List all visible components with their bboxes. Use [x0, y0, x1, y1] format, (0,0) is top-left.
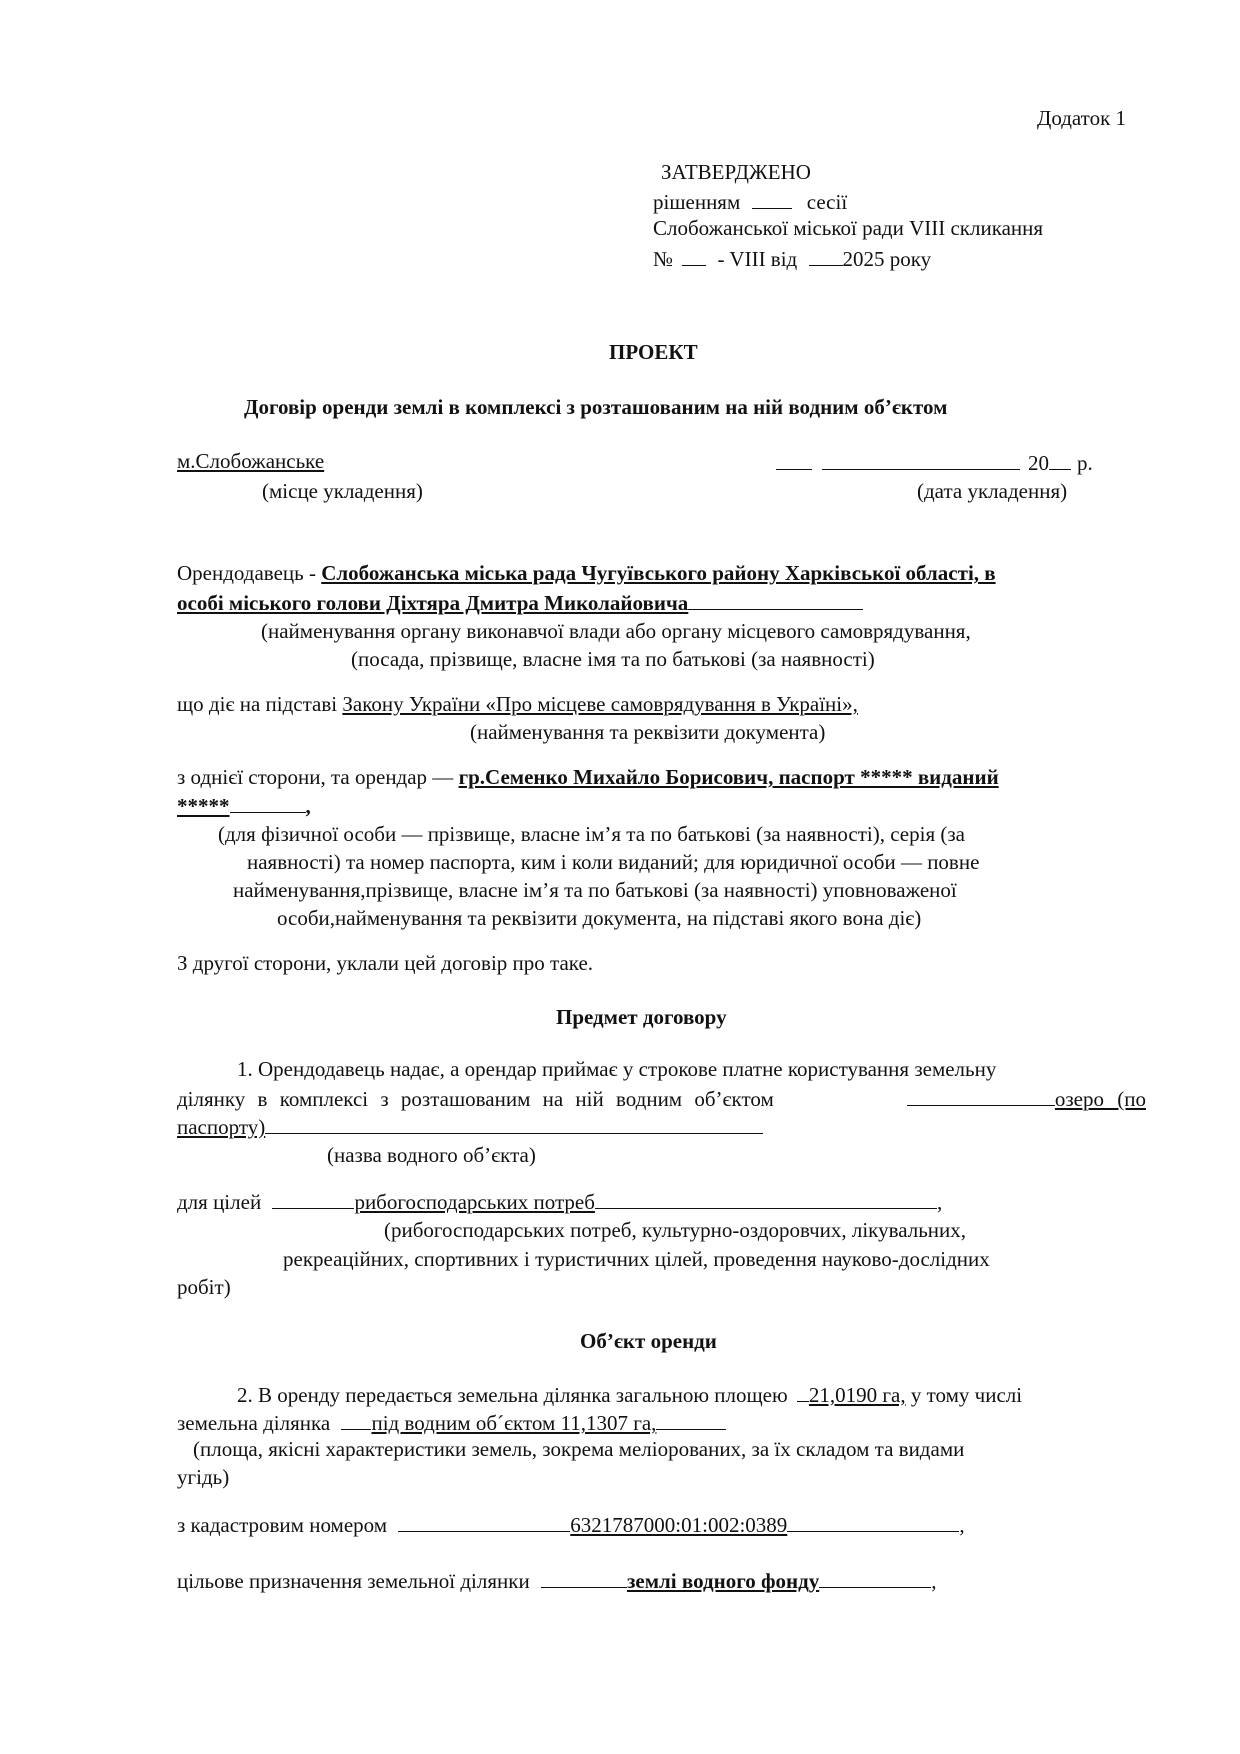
land-purpose-value: землі водного фонду — [626, 1569, 820, 1593]
object-line-1-text: 2. В оренду передається земельна ділянка загальною площею — [237, 1383, 788, 1407]
cadastral-lead-blank — [398, 1509, 570, 1532]
lessee-caption-3: найменування,прізвище, власне ім’я та по батькові (за наявності) уповноваженої — [233, 878, 957, 902]
place-value: м.Слобожанське — [177, 449, 325, 473]
date-day-blank — [776, 447, 812, 470]
lessor-caption-1: (найменування органу виконавчої влади або органу місцевого самоврядування, — [261, 619, 971, 643]
purpose-line — [177, 1186, 942, 1217]
lessee-line-1 — [177, 763, 999, 792]
lessee-label: з однієї сторони, та орендар — — [177, 765, 454, 789]
lessor-name-part2: особі міського голови Діхтяра Дмитра Миколайовича — [177, 591, 689, 615]
number-mid-text: - VIII від — [717, 247, 798, 271]
draft-label: ПРОЕКТ — [609, 340, 698, 364]
cadastral-line — [177, 1509, 965, 1540]
lessor-line-2 — [177, 587, 863, 618]
number-sign: № — [653, 247, 674, 271]
subject-paragraph-line-3 — [177, 1111, 763, 1142]
purpose-lead-blank — [272, 1186, 354, 1209]
place-caption: (місце укладення) — [262, 479, 423, 503]
lessee-line-2 — [177, 790, 311, 821]
date-caption: (дата укладення) — [917, 479, 1068, 503]
land-purpose-end: , — [931, 1569, 937, 1593]
purpose-value: рибогосподарських потреб — [354, 1190, 595, 1214]
lessee-value-end: , — [305, 794, 311, 818]
date-month-blank — [822, 447, 1020, 470]
year-text: 2025 року — [842, 247, 932, 271]
date-line — [776, 447, 1093, 478]
purpose-caption-2: рекреаційних, спортивних і туристичних цілей, проведення науково-дослідних — [283, 1247, 990, 1271]
lessee-caption-1: (для фізичної особи — прізвище, власне ім’я та по батькові (за наявності), серія (за — [218, 822, 965, 846]
lessor-name-part1: Слобожанська міська рада Чугуївського району Харківської області, в — [321, 561, 996, 585]
water-object-blank — [907, 1083, 1055, 1106]
date-century: 20 — [1028, 451, 1049, 475]
area-water-lead-blank — [341, 1407, 371, 1430]
basis-caption: (найменування та реквізити документа) — [470, 720, 826, 744]
subject-line-2-text: ділянку в комплексі з розташованим на ній водним об’єктом — [177, 1087, 774, 1111]
object-paragraph-line-1 — [237, 1379, 1022, 1410]
cadastral-tail-blank — [787, 1509, 959, 1532]
cadastral-end: , — [959, 1513, 965, 1537]
lessee-caption-2: наявності) та номер паспорта, ким і коли виданий; для юридичної особи — повне — [247, 850, 980, 874]
approval-number-line — [653, 243, 931, 274]
purpose-caption-3: робіт) — [177, 1275, 231, 1299]
session-number-blank — [752, 186, 792, 209]
area-caption-1: (площа, якісні характеристики земель, зокрема меліорованих, за їх складом та видами — [193, 1437, 965, 1461]
approved-label: ЗАТВЕРДЖЕНО — [661, 160, 811, 184]
approval-council-line: Слобожанської міської ради VIII скликання — [653, 216, 1044, 240]
subject-paragraph-line-2 — [177, 1083, 1146, 1114]
basis-line — [177, 690, 858, 719]
land-purpose-lead-blank — [541, 1565, 627, 1588]
water-object-tail-blank — [265, 1111, 763, 1134]
object-line-2-text: земельна ділянка — [177, 1411, 331, 1435]
day-blank — [809, 243, 843, 266]
lessee-value-part1: гр.Семенко Михайло Борисович, паспорт ***** виданий — [458, 765, 999, 789]
lessor-name-blank — [688, 587, 863, 610]
section-object-title: Об’єкт оренди — [580, 1329, 717, 1353]
water-object-caption: (назва водного об’єкта) — [327, 1143, 536, 1167]
date-year-blank — [1049, 447, 1071, 470]
area-water-value: під водним об´єктом 11,1307 га, — [371, 1411, 657, 1435]
area-water-tail-blank — [656, 1407, 726, 1430]
approval-decision-line — [653, 186, 847, 217]
subject-line-2-right — [907, 1083, 1146, 1114]
number-blank — [682, 243, 706, 266]
decision-text: рішенням — [653, 190, 741, 214]
other-party-text: З другої сторони, уклали цей договір про таке. — [177, 951, 594, 975]
area-total-lead-blank — [797, 1379, 809, 1402]
lessee-caption-4: особи,найменування та реквізити документа, на підставі якого вона діє) — [277, 906, 922, 930]
cadastral-value: 6321787000:01:002:0389 — [570, 1513, 788, 1537]
appendix-label: Додаток 1 — [1037, 106, 1127, 130]
object-paragraph-line-2 — [177, 1407, 726, 1438]
lessee-value-part2: ***** — [177, 794, 230, 818]
land-purpose-line — [177, 1565, 936, 1596]
session-text: сесії — [806, 190, 848, 214]
object-line-1-tail: у тому числі — [910, 1383, 1023, 1407]
purpose-caption-1: (рибогосподарських потреб, культурно-оздоровчих, лікувальних, — [384, 1218, 967, 1242]
area-caption-2: угідь) — [177, 1465, 230, 1489]
document-title: Договір оренди землі в комплексі з розташованим на ній водним об’єктом — [244, 395, 948, 419]
land-purpose-label: цільове призначення земельної ділянки — [177, 1569, 530, 1593]
purpose-tail-blank — [595, 1186, 937, 1209]
section-subject-title: Предмет договору — [556, 1005, 727, 1029]
date-suffix: р. — [1077, 451, 1093, 475]
land-purpose-tail-blank — [819, 1565, 931, 1588]
purpose-end: , — [936, 1190, 943, 1214]
basis-label: що діє на підставі — [177, 692, 338, 716]
purpose-label: для цілей — [177, 1190, 262, 1214]
cadastral-label: з кадастровим номером — [177, 1513, 388, 1537]
lessee-value-blank — [230, 790, 306, 813]
lessor-label: Орендодавець - — [177, 561, 316, 585]
subject-paragraph-line-1: 1. Орендодавець надає, а орендар приймає у строкове платне користування земельну — [237, 1057, 997, 1081]
basis-value: Закону України «Про місцеве самоврядування в Україні», — [342, 692, 858, 716]
water-object-value-part2: паспорту) — [177, 1115, 266, 1139]
area-total-value: 21,0190 га, — [808, 1383, 906, 1407]
water-object-value-part1: озеро (по — [1054, 1087, 1146, 1111]
lessor-line-1 — [177, 559, 996, 588]
lessor-caption-2: (посада, прізвище, власне імя та по батькові (за наявності) — [351, 647, 875, 671]
